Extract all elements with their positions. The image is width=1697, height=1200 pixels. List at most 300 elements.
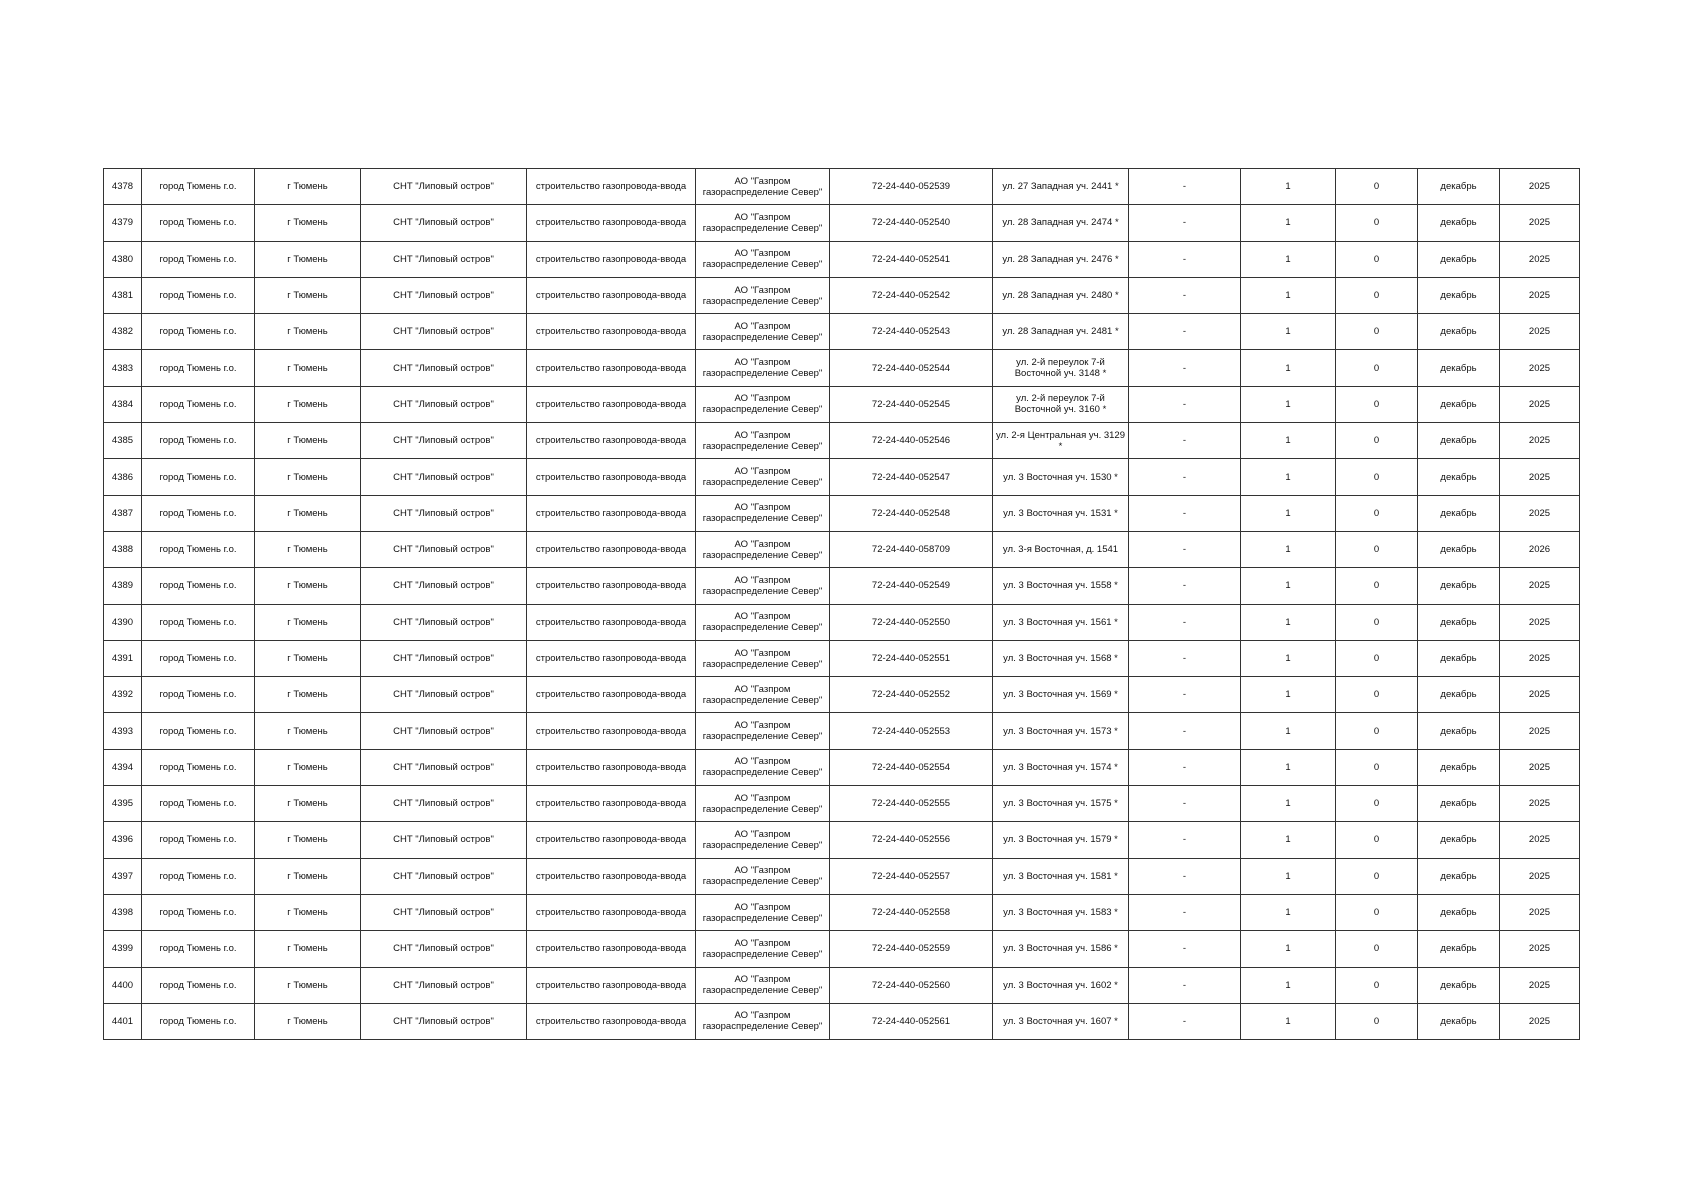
district-cell: город Тюмень г.о.	[142, 169, 255, 205]
quantity-zero-cell: 0	[1336, 749, 1418, 785]
dash-cell: -	[1129, 531, 1241, 567]
table-row	[104, 967, 1580, 1003]
object-code-cell: 72-24-440-052546	[830, 423, 993, 459]
district-cell: город Тюмень г.о.	[142, 350, 255, 386]
row-number-cell: 4383	[104, 350, 142, 386]
organization-cell: АО "Газпром газораспределение Север"	[696, 749, 830, 785]
table-row	[104, 713, 1580, 749]
address-cell: ул. 3 Восточная уч. 1574 *	[993, 749, 1129, 785]
organization-cell: АО "Газпром газораспределение Север"	[696, 459, 830, 495]
row-number-cell: 4386	[104, 459, 142, 495]
object-code-cell: 72-24-440-052543	[830, 314, 993, 350]
address-cell: ул. 28 Западная уч. 2474 *	[993, 205, 1129, 241]
month-cell: декабрь	[1418, 931, 1500, 967]
quantity-zero-cell: 0	[1336, 568, 1418, 604]
quantity-zero-cell: 0	[1336, 822, 1418, 858]
quantity-cell: 1	[1241, 1003, 1336, 1039]
work-type-cell: строительство газопровода-ввода	[527, 677, 696, 713]
city-cell: г Тюмень	[255, 568, 361, 604]
city-cell: г Тюмень	[255, 749, 361, 785]
work-type-cell: строительство газопровода-ввода	[527, 894, 696, 930]
city-cell: г Тюмень	[255, 894, 361, 930]
address-cell: ул. 3 Восточная уч. 1602 *	[993, 967, 1129, 1003]
table-row	[104, 894, 1580, 930]
city-cell: г Тюмень	[255, 495, 361, 531]
table-row	[104, 531, 1580, 567]
snt-cell: СНТ "Липовый остров"	[361, 205, 527, 241]
year-cell: 2025	[1500, 858, 1580, 894]
organization-cell: АО "Газпром газораспределение Север"	[696, 495, 830, 531]
row-number-cell: 4396	[104, 822, 142, 858]
work-type-cell: строительство газопровода-ввода	[527, 640, 696, 676]
year-cell: 2025	[1500, 241, 1580, 277]
address-cell: ул. 3 Восточная уч. 1573 *	[993, 713, 1129, 749]
row-number-cell: 4392	[104, 677, 142, 713]
snt-cell: СНТ "Липовый остров"	[361, 786, 527, 822]
dash-cell: -	[1129, 205, 1241, 241]
organization-cell: АО "Газпром газораспределение Север"	[696, 894, 830, 930]
object-code-cell: 72-24-440-052556	[830, 822, 993, 858]
object-code-cell: 72-24-440-052539	[830, 169, 993, 205]
month-cell: декабрь	[1418, 640, 1500, 676]
quantity-cell: 1	[1241, 568, 1336, 604]
table-row	[104, 568, 1580, 604]
month-cell: декабрь	[1418, 459, 1500, 495]
table-row	[104, 495, 1580, 531]
organization-cell: АО "Газпром газораспределение Север"	[696, 531, 830, 567]
work-type-cell: строительство газопровода-ввода	[527, 967, 696, 1003]
quantity-cell: 1	[1241, 350, 1336, 386]
table-row	[104, 277, 1580, 313]
district-cell: город Тюмень г.о.	[142, 277, 255, 313]
dash-cell: -	[1129, 568, 1241, 604]
year-cell: 2025	[1500, 350, 1580, 386]
table-row	[104, 169, 1580, 205]
object-code-cell: 72-24-440-052542	[830, 277, 993, 313]
address-cell: ул. 3 Восточная уч. 1531 *	[993, 495, 1129, 531]
city-cell: г Тюмень	[255, 822, 361, 858]
district-cell: город Тюмень г.о.	[142, 786, 255, 822]
month-cell: декабрь	[1418, 822, 1500, 858]
snt-cell: СНТ "Липовый остров"	[361, 568, 527, 604]
organization-cell: АО "Газпром газораспределение Север"	[696, 967, 830, 1003]
snt-cell: СНТ "Липовый остров"	[361, 858, 527, 894]
quantity-cell: 1	[1241, 677, 1336, 713]
snt-cell: СНТ "Липовый остров"	[361, 459, 527, 495]
quantity-cell: 1	[1241, 277, 1336, 313]
quantity-zero-cell: 0	[1336, 241, 1418, 277]
quantity-cell: 1	[1241, 858, 1336, 894]
object-code-cell: 72-24-440-052545	[830, 386, 993, 422]
snt-cell: СНТ "Липовый остров"	[361, 931, 527, 967]
work-type-cell: строительство газопровода-ввода	[527, 858, 696, 894]
organization-cell: АО "Газпром газораспределение Север"	[696, 169, 830, 205]
dash-cell: -	[1129, 350, 1241, 386]
row-number-cell: 4384	[104, 386, 142, 422]
dash-cell: -	[1129, 169, 1241, 205]
year-cell: 2025	[1500, 931, 1580, 967]
table-row	[104, 822, 1580, 858]
row-number-cell: 4382	[104, 314, 142, 350]
district-cell: город Тюмень г.о.	[142, 894, 255, 930]
city-cell: г Тюмень	[255, 169, 361, 205]
work-type-cell: строительство газопровода-ввода	[527, 713, 696, 749]
organization-cell: АО "Газпром газораспределение Север"	[696, 1003, 830, 1039]
row-number-cell: 4393	[104, 713, 142, 749]
quantity-zero-cell: 0	[1336, 604, 1418, 640]
object-code-cell: 72-24-440-052541	[830, 241, 993, 277]
object-code-cell: 72-24-440-052551	[830, 640, 993, 676]
district-cell: город Тюмень г.о.	[142, 531, 255, 567]
district-cell: город Тюмень г.о.	[142, 640, 255, 676]
year-cell: 2025	[1500, 786, 1580, 822]
dash-cell: -	[1129, 386, 1241, 422]
year-cell: 2025	[1500, 495, 1580, 531]
month-cell: декабрь	[1418, 277, 1500, 313]
address-cell: ул. 2-й переулок 7-й Восточной уч. 3148 *	[993, 350, 1129, 386]
address-cell: ул. 3 Восточная уч. 1575 *	[993, 786, 1129, 822]
address-cell: ул. 3 Восточная уч. 1561 *	[993, 604, 1129, 640]
quantity-cell: 1	[1241, 822, 1336, 858]
year-cell: 2025	[1500, 386, 1580, 422]
district-cell: город Тюмень г.о.	[142, 568, 255, 604]
quantity-zero-cell: 0	[1336, 677, 1418, 713]
work-type-cell: строительство газопровода-ввода	[527, 931, 696, 967]
quantity-cell: 1	[1241, 386, 1336, 422]
month-cell: декабрь	[1418, 314, 1500, 350]
object-code-cell: 72-24-440-052561	[830, 1003, 993, 1039]
year-cell: 2025	[1500, 459, 1580, 495]
dash-cell: -	[1129, 858, 1241, 894]
row-number-cell: 4391	[104, 640, 142, 676]
row-number-cell: 4394	[104, 749, 142, 785]
district-cell: город Тюмень г.о.	[142, 495, 255, 531]
month-cell: декабрь	[1418, 894, 1500, 930]
dash-cell: -	[1129, 241, 1241, 277]
quantity-cell: 1	[1241, 749, 1336, 785]
quantity-zero-cell: 0	[1336, 858, 1418, 894]
district-cell: город Тюмень г.о.	[142, 677, 255, 713]
organization-cell: АО "Газпром газораспределение Север"	[696, 423, 830, 459]
organization-cell: АО "Газпром газораспределение Север"	[696, 931, 830, 967]
organization-cell: АО "Газпром газораспределение Север"	[696, 350, 830, 386]
district-cell: город Тюмень г.о.	[142, 314, 255, 350]
month-cell: декабрь	[1418, 350, 1500, 386]
dash-cell: -	[1129, 1003, 1241, 1039]
table-row	[104, 423, 1580, 459]
work-type-cell: строительство газопровода-ввода	[527, 786, 696, 822]
work-type-cell: строительство газопровода-ввода	[527, 241, 696, 277]
district-cell: город Тюмень г.о.	[142, 822, 255, 858]
work-type-cell: строительство газопровода-ввода	[527, 495, 696, 531]
city-cell: г Тюмень	[255, 531, 361, 567]
city-cell: г Тюмень	[255, 277, 361, 313]
organization-cell: АО "Газпром газораспределение Север"	[696, 640, 830, 676]
year-cell: 2025	[1500, 568, 1580, 604]
month-cell: декабрь	[1418, 786, 1500, 822]
quantity-zero-cell: 0	[1336, 205, 1418, 241]
table-row	[104, 1003, 1580, 1039]
address-cell: ул. 2-й переулок 7-й Восточной уч. 3160 *	[993, 386, 1129, 422]
snt-cell: СНТ "Липовый остров"	[361, 1003, 527, 1039]
month-cell: декабрь	[1418, 568, 1500, 604]
row-number-cell: 4379	[104, 205, 142, 241]
quantity-cell: 1	[1241, 894, 1336, 930]
district-cell: город Тюмень г.о.	[142, 749, 255, 785]
city-cell: г Тюмень	[255, 423, 361, 459]
row-number-cell: 4401	[104, 1003, 142, 1039]
work-type-cell: строительство газопровода-ввода	[527, 1003, 696, 1039]
address-cell: ул. 3 Восточная уч. 1581 *	[993, 858, 1129, 894]
work-type-cell: строительство газопровода-ввода	[527, 277, 696, 313]
month-cell: декабрь	[1418, 858, 1500, 894]
year-cell: 2025	[1500, 423, 1580, 459]
dash-cell: -	[1129, 894, 1241, 930]
quantity-cell: 1	[1241, 423, 1336, 459]
table-body	[104, 169, 1580, 1040]
city-cell: г Тюмень	[255, 350, 361, 386]
city-cell: г Тюмень	[255, 459, 361, 495]
city-cell: г Тюмень	[255, 967, 361, 1003]
address-cell: ул. 3 Восточная уч. 1558 *	[993, 568, 1129, 604]
work-type-cell: строительство газопровода-ввода	[527, 531, 696, 567]
address-cell: ул. 28 Западная уч. 2481 *	[993, 314, 1129, 350]
year-cell: 2025	[1500, 967, 1580, 1003]
row-number-cell: 4395	[104, 786, 142, 822]
object-code-cell: 72-24-440-052550	[830, 604, 993, 640]
city-cell: г Тюмень	[255, 205, 361, 241]
object-code-cell: 72-24-440-052549	[830, 568, 993, 604]
object-code-cell: 72-24-440-052544	[830, 350, 993, 386]
object-code-cell: 72-24-440-052554	[830, 749, 993, 785]
dash-cell: -	[1129, 967, 1241, 1003]
year-cell: 2025	[1500, 314, 1580, 350]
table-row	[104, 749, 1580, 785]
work-type-cell: строительство газопровода-ввода	[527, 423, 696, 459]
address-cell: ул. 3 Восточная уч. 1568 *	[993, 640, 1129, 676]
address-cell: ул. 3 Восточная уч. 1607 *	[993, 1003, 1129, 1039]
address-cell: ул. 2-я Центральная уч. 3129 *	[993, 423, 1129, 459]
quantity-cell: 1	[1241, 604, 1336, 640]
object-code-cell: 72-24-440-052557	[830, 858, 993, 894]
year-cell: 2026	[1500, 531, 1580, 567]
address-cell: ул. 28 Западная уч. 2476 *	[993, 241, 1129, 277]
table-row	[104, 786, 1580, 822]
row-number-cell: 4389	[104, 568, 142, 604]
dash-cell: -	[1129, 713, 1241, 749]
month-cell: декабрь	[1418, 386, 1500, 422]
month-cell: декабрь	[1418, 967, 1500, 1003]
quantity-cell: 1	[1241, 531, 1336, 567]
city-cell: г Тюмень	[255, 858, 361, 894]
organization-cell: АО "Газпром газораспределение Север"	[696, 604, 830, 640]
dash-cell: -	[1129, 604, 1241, 640]
row-number-cell: 4380	[104, 241, 142, 277]
organization-cell: АО "Газпром газораспределение Север"	[696, 677, 830, 713]
district-cell: город Тюмень г.о.	[142, 459, 255, 495]
city-cell: г Тюмень	[255, 604, 361, 640]
quantity-zero-cell: 0	[1336, 1003, 1418, 1039]
city-cell: г Тюмень	[255, 386, 361, 422]
work-type-cell: строительство газопровода-ввода	[527, 169, 696, 205]
address-cell: ул. 3 Восточная уч. 1530 *	[993, 459, 1129, 495]
year-cell: 2025	[1500, 713, 1580, 749]
city-cell: г Тюмень	[255, 640, 361, 676]
dash-cell: -	[1129, 314, 1241, 350]
quantity-zero-cell: 0	[1336, 640, 1418, 676]
quantity-cell: 1	[1241, 640, 1336, 676]
quantity-zero-cell: 0	[1336, 386, 1418, 422]
object-code-cell: 72-24-440-052555	[830, 786, 993, 822]
organization-cell: АО "Газпром газораспределение Север"	[696, 822, 830, 858]
snt-cell: СНТ "Липовый остров"	[361, 277, 527, 313]
organization-cell: АО "Газпром газораспределение Север"	[696, 386, 830, 422]
object-code-cell: 72-24-440-052553	[830, 713, 993, 749]
organization-cell: АО "Газпром газораспределение Север"	[696, 713, 830, 749]
quantity-cell: 1	[1241, 786, 1336, 822]
row-number-cell: 4388	[104, 531, 142, 567]
year-cell: 2025	[1500, 640, 1580, 676]
year-cell: 2025	[1500, 169, 1580, 205]
snt-cell: СНТ "Липовый остров"	[361, 531, 527, 567]
organization-cell: АО "Газпром газораспределение Север"	[696, 314, 830, 350]
work-type-cell: строительство газопровода-ввода	[527, 822, 696, 858]
snt-cell: СНТ "Липовый остров"	[361, 749, 527, 785]
city-cell: г Тюмень	[255, 713, 361, 749]
quantity-zero-cell: 0	[1336, 786, 1418, 822]
snt-cell: СНТ "Липовый остров"	[361, 677, 527, 713]
quantity-cell: 1	[1241, 495, 1336, 531]
snt-cell: СНТ "Липовый остров"	[361, 495, 527, 531]
work-type-cell: строительство газопровода-ввода	[527, 749, 696, 785]
object-code-cell: 72-24-440-052558	[830, 894, 993, 930]
year-cell: 2025	[1500, 205, 1580, 241]
month-cell: декабрь	[1418, 677, 1500, 713]
district-cell: город Тюмень г.о.	[142, 713, 255, 749]
quantity-zero-cell: 0	[1336, 894, 1418, 930]
snt-cell: СНТ "Липовый остров"	[361, 423, 527, 459]
city-cell: г Тюмень	[255, 677, 361, 713]
table-row	[104, 858, 1580, 894]
district-cell: город Тюмень г.о.	[142, 241, 255, 277]
dash-cell: -	[1129, 277, 1241, 313]
dash-cell: -	[1129, 423, 1241, 459]
object-code-cell: 72-24-440-052540	[830, 205, 993, 241]
table-row	[104, 459, 1580, 495]
month-cell: декабрь	[1418, 604, 1500, 640]
quantity-zero-cell: 0	[1336, 350, 1418, 386]
row-number-cell: 4397	[104, 858, 142, 894]
table-row	[104, 931, 1580, 967]
table-row	[104, 205, 1580, 241]
object-code-cell: 72-24-440-052548	[830, 495, 993, 531]
year-cell: 2025	[1500, 604, 1580, 640]
quantity-cell: 1	[1241, 931, 1336, 967]
year-cell: 2025	[1500, 677, 1580, 713]
row-number-cell: 4387	[104, 495, 142, 531]
object-code-cell: 72-24-440-052552	[830, 677, 993, 713]
city-cell: г Тюмень	[255, 314, 361, 350]
work-type-cell: строительство газопровода-ввода	[527, 459, 696, 495]
quantity-cell: 1	[1241, 169, 1336, 205]
quantity-zero-cell: 0	[1336, 967, 1418, 1003]
address-cell: ул. 3 Восточная уч. 1583 *	[993, 894, 1129, 930]
district-cell: город Тюмень г.о.	[142, 386, 255, 422]
snt-cell: СНТ "Липовый остров"	[361, 894, 527, 930]
object-code-cell: 72-24-440-052547	[830, 459, 993, 495]
quantity-zero-cell: 0	[1336, 459, 1418, 495]
quantity-cell: 1	[1241, 713, 1336, 749]
quantity-zero-cell: 0	[1336, 531, 1418, 567]
table-row	[104, 241, 1580, 277]
table-row	[104, 314, 1580, 350]
row-number-cell: 4385	[104, 423, 142, 459]
district-cell: город Тюмень г.о.	[142, 858, 255, 894]
district-cell: город Тюмень г.о.	[142, 205, 255, 241]
year-cell: 2025	[1500, 749, 1580, 785]
quantity-cell: 1	[1241, 459, 1336, 495]
organization-cell: АО "Газпром газораспределение Север"	[696, 277, 830, 313]
district-cell: город Тюмень г.о.	[142, 604, 255, 640]
snt-cell: СНТ "Липовый остров"	[361, 967, 527, 1003]
dash-cell: -	[1129, 822, 1241, 858]
organization-cell: АО "Газпром газораспределение Север"	[696, 205, 830, 241]
quantity-cell: 1	[1241, 241, 1336, 277]
work-type-cell: строительство газопровода-ввода	[527, 568, 696, 604]
snt-cell: СНТ "Липовый остров"	[361, 822, 527, 858]
month-cell: декабрь	[1418, 169, 1500, 205]
table-row	[104, 604, 1580, 640]
row-number-cell: 4399	[104, 931, 142, 967]
month-cell: декабрь	[1418, 531, 1500, 567]
row-number-cell: 4400	[104, 967, 142, 1003]
dash-cell: -	[1129, 786, 1241, 822]
dash-cell: -	[1129, 495, 1241, 531]
district-cell: город Тюмень г.о.	[142, 1003, 255, 1039]
organization-cell: АО "Газпром газораспределение Север"	[696, 786, 830, 822]
month-cell: декабрь	[1418, 749, 1500, 785]
address-cell: ул. 28 Западная уч. 2480 *	[993, 277, 1129, 313]
month-cell: декабрь	[1418, 205, 1500, 241]
object-code-cell: 72-24-440-052559	[830, 931, 993, 967]
quantity-zero-cell: 0	[1336, 314, 1418, 350]
district-cell: город Тюмень г.о.	[142, 931, 255, 967]
row-number-cell: 4381	[104, 277, 142, 313]
organization-cell: АО "Газпром газораспределение Север"	[696, 858, 830, 894]
city-cell: г Тюмень	[255, 931, 361, 967]
month-cell: декабрь	[1418, 241, 1500, 277]
city-cell: г Тюмень	[255, 786, 361, 822]
gas-connection-table	[103, 168, 1580, 1040]
month-cell: декабрь	[1418, 495, 1500, 531]
city-cell: г Тюмень	[255, 1003, 361, 1039]
address-cell: ул. 3-я Восточная, д. 1541	[993, 531, 1129, 567]
city-cell: г Тюмень	[255, 241, 361, 277]
work-type-cell: строительство газопровода-ввода	[527, 350, 696, 386]
year-cell: 2025	[1500, 822, 1580, 858]
year-cell: 2025	[1500, 1003, 1580, 1039]
work-type-cell: строительство газопровода-ввода	[527, 604, 696, 640]
quantity-cell: 1	[1241, 967, 1336, 1003]
snt-cell: СНТ "Липовый остров"	[361, 713, 527, 749]
dash-cell: -	[1129, 749, 1241, 785]
organization-cell: АО "Газпром газораспределение Север"	[696, 568, 830, 604]
work-type-cell: строительство газопровода-ввода	[527, 314, 696, 350]
dash-cell: -	[1129, 931, 1241, 967]
quantity-zero-cell: 0	[1336, 931, 1418, 967]
quantity-cell: 1	[1241, 314, 1336, 350]
year-cell: 2025	[1500, 277, 1580, 313]
